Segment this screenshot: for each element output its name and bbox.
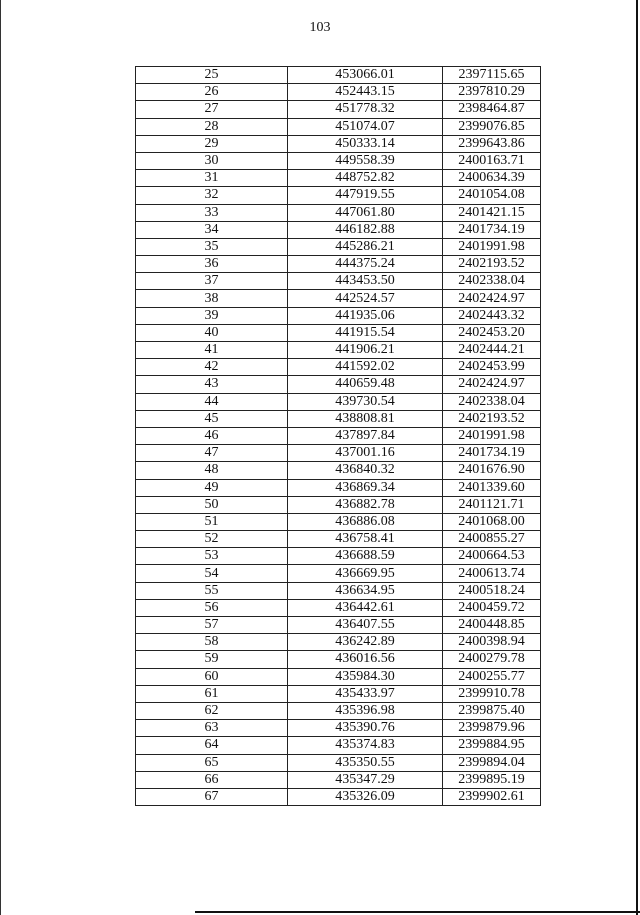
point-number-cell: 44 (136, 393, 288, 410)
y-coordinate-cell: 2400613.74 (443, 565, 541, 582)
table-row (136, 462, 541, 479)
table-row (136, 496, 541, 513)
coordinate-table-body (136, 67, 541, 806)
point-number-cell: 52 (136, 531, 288, 548)
point-number-cell: 55 (136, 582, 288, 599)
y-coordinate-cell: 2401068.00 (443, 513, 541, 530)
x-coordinate-cell: 445286.21 (288, 238, 443, 255)
point-number-cell: 65 (136, 754, 288, 771)
x-coordinate-cell: 436886.08 (288, 513, 443, 530)
y-coordinate-cell: 2402453.20 (443, 324, 541, 341)
x-coordinate-cell: 449558.39 (288, 152, 443, 169)
x-coordinate-cell: 436869.34 (288, 479, 443, 496)
point-number-cell: 57 (136, 617, 288, 634)
y-coordinate-cell: 2401734.19 (443, 221, 541, 238)
table-row (136, 427, 541, 444)
point-number-cell: 40 (136, 324, 288, 341)
y-coordinate-cell: 2399895.19 (443, 771, 541, 788)
x-coordinate-cell: 441915.54 (288, 324, 443, 341)
y-coordinate-cell: 2401991.98 (443, 238, 541, 255)
x-coordinate-cell: 439730.54 (288, 393, 443, 410)
y-coordinate-cell: 2402193.52 (443, 256, 541, 273)
y-coordinate-cell: 2399910.78 (443, 685, 541, 702)
x-coordinate-cell: 440659.48 (288, 376, 443, 393)
x-coordinate-cell: 438808.81 (288, 410, 443, 427)
point-number-cell: 60 (136, 668, 288, 685)
point-number-cell: 32 (136, 187, 288, 204)
y-coordinate-cell: 2402443.32 (443, 307, 541, 324)
x-coordinate-cell: 442524.57 (288, 290, 443, 307)
y-coordinate-cell: 2400448.85 (443, 617, 541, 634)
table-row (136, 67, 541, 84)
x-coordinate-cell: 448752.82 (288, 170, 443, 187)
y-coordinate-cell: 2397115.65 (443, 67, 541, 84)
y-coordinate-cell: 2400518.24 (443, 582, 541, 599)
x-coordinate-cell: 441935.06 (288, 307, 443, 324)
point-number-cell: 37 (136, 273, 288, 290)
y-coordinate-cell: 2401339.60 (443, 479, 541, 496)
table-row (136, 256, 541, 273)
scan-bottom-edge (195, 911, 640, 913)
table-row (136, 651, 541, 668)
x-coordinate-cell: 435326.09 (288, 788, 443, 805)
y-coordinate-cell: 2397810.29 (443, 84, 541, 101)
y-coordinate-cell: 2401421.15 (443, 204, 541, 221)
table-row (136, 685, 541, 702)
table-row (136, 565, 541, 582)
y-coordinate-cell: 2401121.71 (443, 496, 541, 513)
x-coordinate-cell: 436016.56 (288, 651, 443, 668)
point-number-cell: 34 (136, 221, 288, 238)
x-coordinate-cell: 435347.29 (288, 771, 443, 788)
point-number-cell: 36 (136, 256, 288, 273)
table-row (136, 187, 541, 204)
table-row (136, 393, 541, 410)
point-number-cell: 51 (136, 513, 288, 530)
y-coordinate-cell: 2400279.78 (443, 651, 541, 668)
x-coordinate-cell: 452443.15 (288, 84, 443, 101)
table-row (136, 324, 541, 341)
table-row (136, 479, 541, 496)
table-row (136, 376, 541, 393)
point-number-cell: 66 (136, 771, 288, 788)
point-number-cell: 46 (136, 427, 288, 444)
y-coordinate-cell: 2402338.04 (443, 393, 541, 410)
x-coordinate-cell: 441906.21 (288, 342, 443, 359)
y-coordinate-cell: 2400398.94 (443, 634, 541, 651)
x-coordinate-cell: 446182.88 (288, 221, 443, 238)
x-coordinate-cell: 436840.32 (288, 462, 443, 479)
table-row (136, 599, 541, 616)
table-row (136, 290, 541, 307)
y-coordinate-cell: 2399884.95 (443, 737, 541, 754)
table-row (136, 617, 541, 634)
table-row (136, 634, 541, 651)
y-coordinate-cell: 2401054.08 (443, 187, 541, 204)
point-number-cell: 53 (136, 548, 288, 565)
x-coordinate-cell: 436758.41 (288, 531, 443, 548)
y-coordinate-cell: 2399076.85 (443, 118, 541, 135)
y-coordinate-cell: 2399879.96 (443, 720, 541, 737)
x-coordinate-cell: 435350.55 (288, 754, 443, 771)
y-coordinate-cell: 2399643.86 (443, 135, 541, 152)
y-coordinate-cell: 2402193.52 (443, 410, 541, 427)
scan-left-edge (0, 0, 1, 915)
y-coordinate-cell: 2399875.40 (443, 702, 541, 719)
coordinate-table (135, 66, 541, 806)
point-number-cell: 64 (136, 737, 288, 754)
table-row (136, 737, 541, 754)
table-row (136, 582, 541, 599)
point-number-cell: 49 (136, 479, 288, 496)
point-number-cell: 54 (136, 565, 288, 582)
point-number-cell: 26 (136, 84, 288, 101)
table-row (136, 410, 541, 427)
y-coordinate-cell: 2399894.04 (443, 754, 541, 771)
table-row (136, 152, 541, 169)
x-coordinate-cell: 435390.76 (288, 720, 443, 737)
table-row (136, 788, 541, 805)
x-coordinate-cell: 450333.14 (288, 135, 443, 152)
x-coordinate-cell: 436669.95 (288, 565, 443, 582)
table-row (136, 84, 541, 101)
scan-right-edge (636, 0, 638, 915)
table-row (136, 359, 541, 376)
table-row (136, 342, 541, 359)
x-coordinate-cell: 443453.50 (288, 273, 443, 290)
y-coordinate-cell: 2400255.77 (443, 668, 541, 685)
table-row (136, 170, 541, 187)
table-row (136, 204, 541, 221)
y-coordinate-cell: 2401991.98 (443, 427, 541, 444)
point-number-cell: 25 (136, 67, 288, 84)
point-number-cell: 41 (136, 342, 288, 359)
point-number-cell: 31 (136, 170, 288, 187)
point-number-cell: 48 (136, 462, 288, 479)
point-number-cell: 67 (136, 788, 288, 805)
x-coordinate-cell: 447061.80 (288, 204, 443, 221)
table-row (136, 118, 541, 135)
y-coordinate-cell: 2400163.71 (443, 152, 541, 169)
point-number-cell: 33 (136, 204, 288, 221)
table-row (136, 668, 541, 685)
x-coordinate-cell: 435433.97 (288, 685, 443, 702)
point-number-cell: 38 (136, 290, 288, 307)
x-coordinate-cell: 451778.32 (288, 101, 443, 118)
x-coordinate-cell: 436634.95 (288, 582, 443, 599)
point-number-cell: 28 (136, 118, 288, 135)
x-coordinate-cell: 437897.84 (288, 427, 443, 444)
x-coordinate-cell: 453066.01 (288, 67, 443, 84)
point-number-cell: 58 (136, 634, 288, 651)
y-coordinate-cell: 2398464.87 (443, 101, 541, 118)
table-row (136, 135, 541, 152)
y-coordinate-cell: 2401676.90 (443, 462, 541, 479)
point-number-cell: 62 (136, 702, 288, 719)
y-coordinate-cell: 2400459.72 (443, 599, 541, 616)
point-number-cell: 35 (136, 238, 288, 255)
point-number-cell: 43 (136, 376, 288, 393)
table-row (136, 513, 541, 530)
x-coordinate-cell: 436242.89 (288, 634, 443, 651)
y-coordinate-cell: 2400664.53 (443, 548, 541, 565)
point-number-cell: 61 (136, 685, 288, 702)
x-coordinate-cell: 451074.07 (288, 118, 443, 135)
table-row (136, 754, 541, 771)
point-number-cell: 39 (136, 307, 288, 324)
point-number-cell: 42 (136, 359, 288, 376)
point-number-cell: 47 (136, 445, 288, 462)
x-coordinate-cell: 447919.55 (288, 187, 443, 204)
table-row (136, 221, 541, 238)
point-number-cell: 63 (136, 720, 288, 737)
x-coordinate-cell: 436688.59 (288, 548, 443, 565)
x-coordinate-cell: 435984.30 (288, 668, 443, 685)
y-coordinate-cell: 2401734.19 (443, 445, 541, 462)
x-coordinate-cell: 435374.83 (288, 737, 443, 754)
point-number-cell: 30 (136, 152, 288, 169)
table-row (136, 720, 541, 737)
x-coordinate-cell: 436407.55 (288, 617, 443, 634)
table-row (136, 531, 541, 548)
table-row (136, 273, 541, 290)
y-coordinate-cell: 2400855.27 (443, 531, 541, 548)
table-row (136, 307, 541, 324)
point-number-cell: 56 (136, 599, 288, 616)
point-number-cell: 27 (136, 101, 288, 118)
table-row (136, 445, 541, 462)
table-row (136, 238, 541, 255)
x-coordinate-cell: 437001.16 (288, 445, 443, 462)
table-row (136, 548, 541, 565)
table-row (136, 101, 541, 118)
y-coordinate-cell: 2402338.04 (443, 273, 541, 290)
point-number-cell: 50 (136, 496, 288, 513)
page-number: 103 (309, 20, 331, 35)
x-coordinate-cell: 441592.02 (288, 359, 443, 376)
y-coordinate-cell: 2402444.21 (443, 342, 541, 359)
point-number-cell: 29 (136, 135, 288, 152)
table-row (136, 702, 541, 719)
x-coordinate-cell: 444375.24 (288, 256, 443, 273)
x-coordinate-cell: 435396.98 (288, 702, 443, 719)
y-coordinate-cell: 2400634.39 (443, 170, 541, 187)
y-coordinate-cell: 2402424.97 (443, 376, 541, 393)
x-coordinate-cell: 436882.78 (288, 496, 443, 513)
point-number-cell: 45 (136, 410, 288, 427)
x-coordinate-cell: 436442.61 (288, 599, 443, 616)
y-coordinate-cell: 2399902.61 (443, 788, 541, 805)
y-coordinate-cell: 2402453.99 (443, 359, 541, 376)
table-row (136, 771, 541, 788)
y-coordinate-cell: 2402424.97 (443, 290, 541, 307)
point-number-cell: 59 (136, 651, 288, 668)
